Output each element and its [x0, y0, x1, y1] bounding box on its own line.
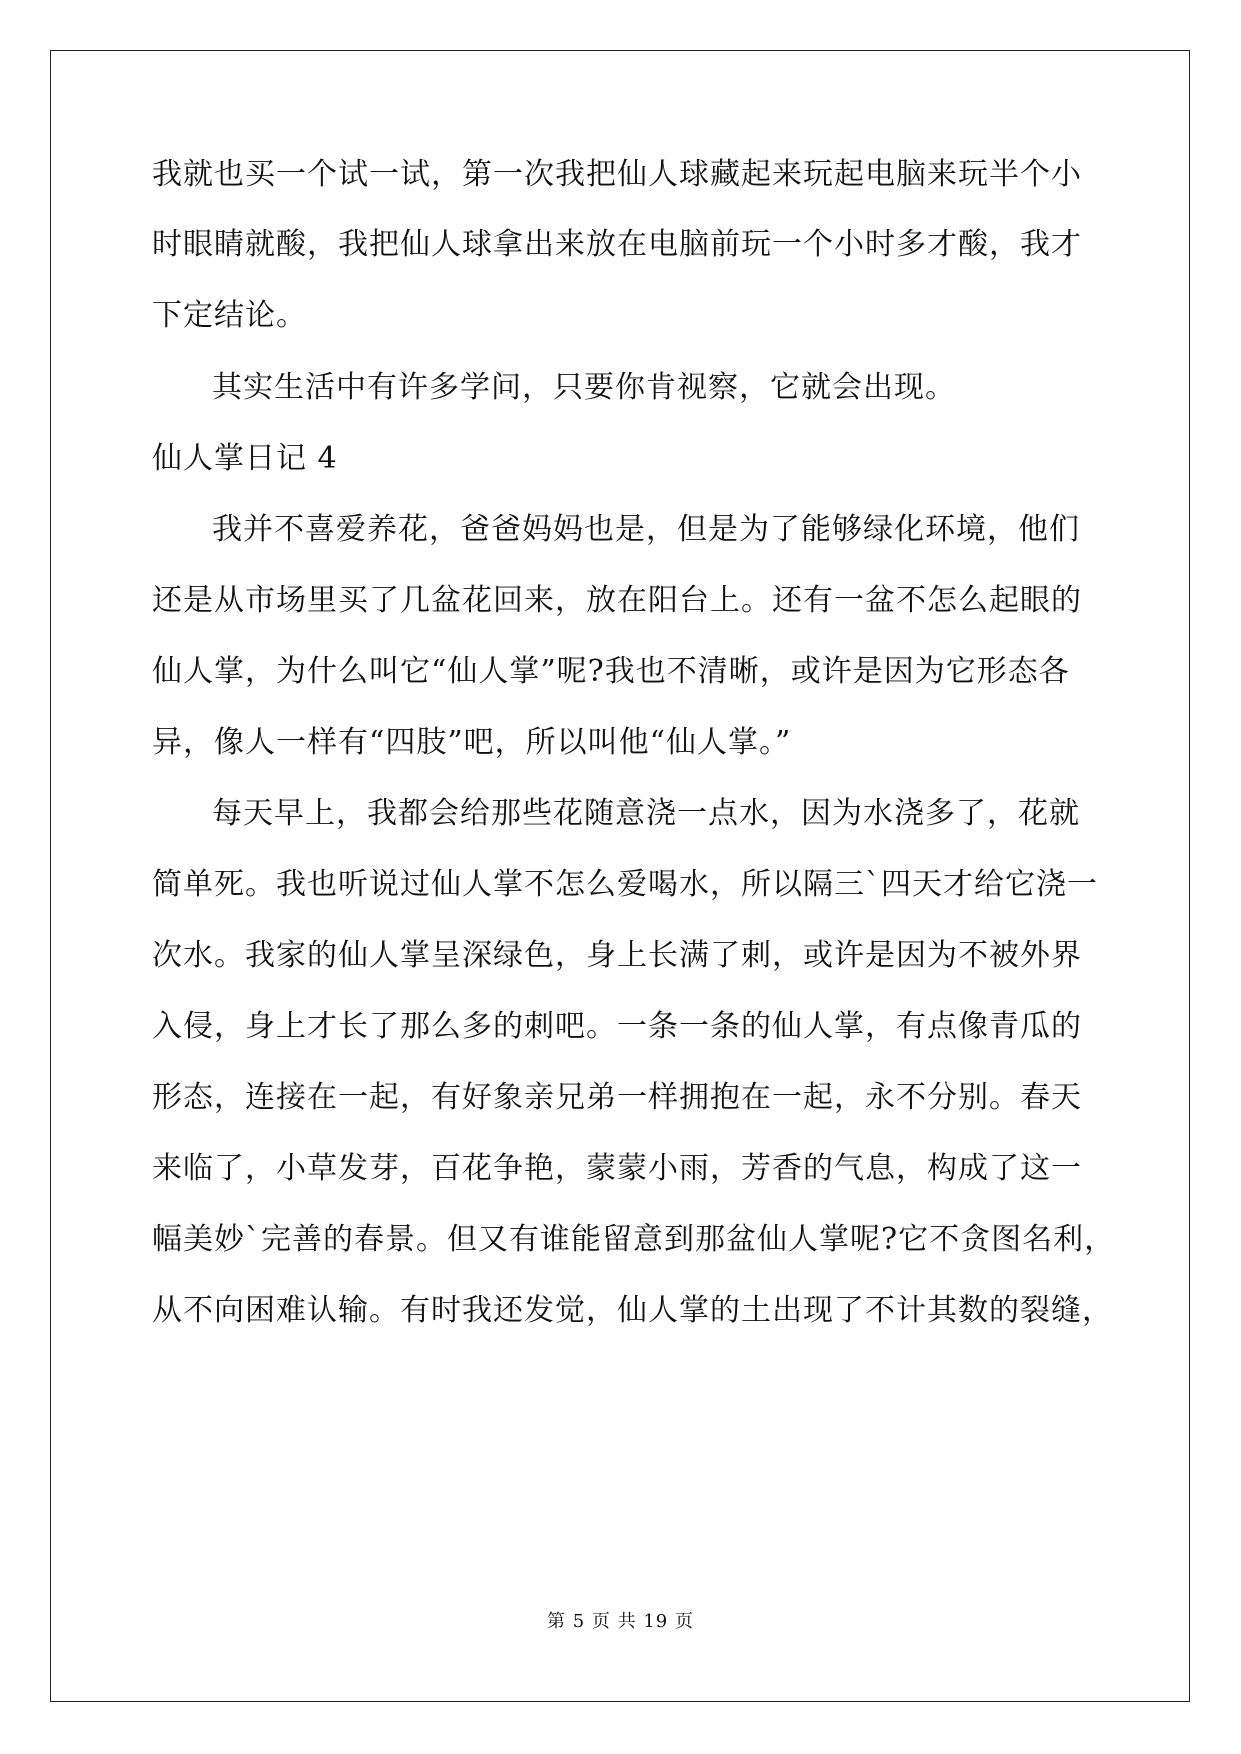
body-line-15: 来临了，小草发芽，百花争艳，蒙蒙小雨，芳香的气息，构成了这一	[152, 1151, 1082, 1186]
body-line-9: 异，像人一样有“四肢”吧，所以叫他“仙人掌。”	[152, 725, 792, 760]
body-line-2: 时眼睛就酸，我把仙人球拿出来放在电脑前玩一个小时多才酸，我才	[152, 227, 1082, 262]
body-line-8: 仙人掌，为什么叫它“仙人掌”呢?我也不清晰，或许是因为它形态各	[152, 654, 1070, 689]
body-line-6: 我并不喜爱养花，爸爸妈妈也是，但是为了能够绿化环境，他们	[212, 512, 1080, 547]
page-number-footer: 第 5 页 共 19 页	[547, 1611, 694, 1632]
body-line-10: 每天早上，我都会给那些花随意浇一点水，因为水浇多了，花就	[212, 796, 1080, 831]
body-line-12: 次水。我家的仙人掌呈深绿色，身上长满了刺，或许是因为不被外界	[152, 938, 1082, 973]
body-line-7: 还是从市场里买了几盆花回来，放在阳台上。还有一盆不怎么起眼的	[152, 583, 1082, 618]
body-line-4: 其实生活中有许多学问，只要你肯视察，它就会出现。	[212, 370, 956, 405]
body-line-16: 幅美妙`完善的春景。但又有谁能留意到那盆仙人掌呢?它不贪图名利，	[152, 1222, 1116, 1257]
section-heading: 仙人掌日记 4	[152, 441, 338, 476]
body-line-3: 下定结论。	[152, 298, 307, 333]
body-line-1: 我就也买一个试一试，第一次我把仙人球藏起来玩起电脑来玩半个小	[152, 157, 1082, 192]
body-line-11: 简单死。我也听说过仙人掌不怎么爱喝水，所以隔三`四天才给它浇一	[152, 867, 1098, 902]
body-line-13: 入侵，身上才长了那么多的刺吧。一条一条的仙人掌，有点像青瓜的	[152, 1009, 1082, 1044]
body-line-14: 形态，连接在一起，有好象亲兄弟一样拥抱在一起，永不分别。春天	[152, 1080, 1082, 1115]
body-line-17: 从不向困难认输。有时我还发觉，仙人掌的土出现了不计其数的裂缝，	[152, 1293, 1113, 1328]
